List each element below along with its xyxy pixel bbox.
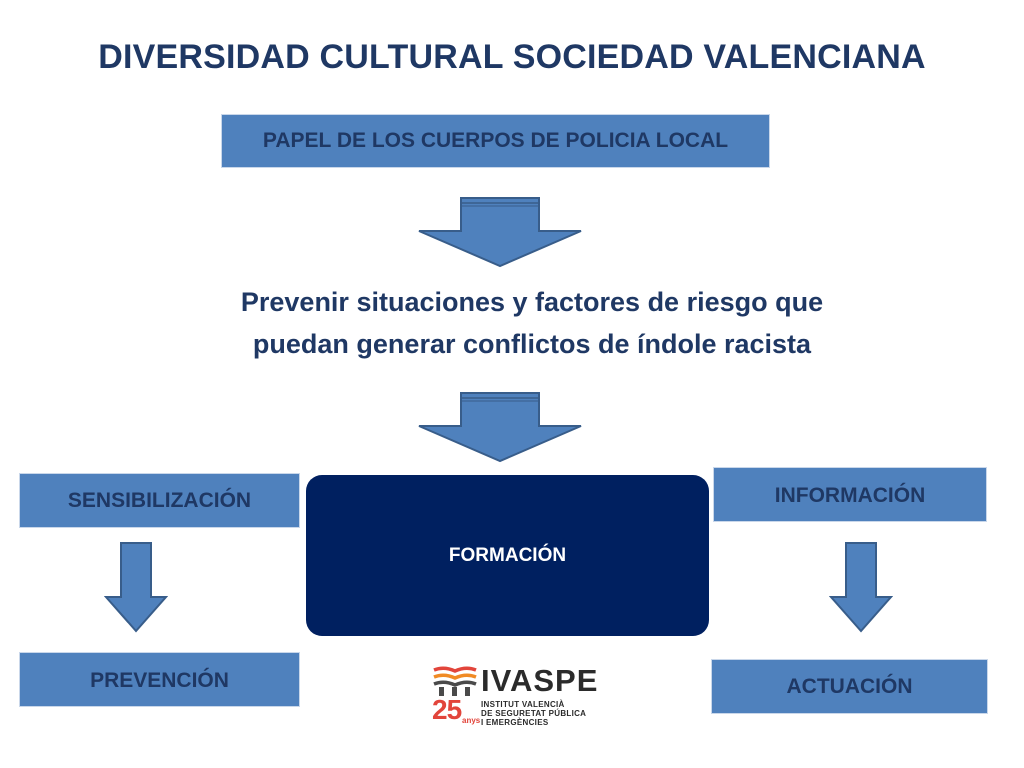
slide-title: DIVERSIDAD CULTURAL SOCIEDAD VALENCIANA — [98, 38, 926, 76]
police-role-label: PAPEL DE LOS CUERPOS DE POLICIA LOCAL — [262, 129, 729, 152]
police-role-box — [221, 114, 770, 168]
anniversary-mark — [432, 694, 481, 728]
anniversary-number: 25 — [432, 694, 462, 725]
training-box — [306, 475, 709, 636]
sensitization-label: SENSIBILIZACIÓN — [67, 488, 252, 512]
logo-line-1: INSTITUT VALENCIÀ — [481, 700, 565, 709]
goal-line-2: puedan generar conflictos de índole racista — [252, 329, 812, 359]
down-arrow-icon — [417, 196, 583, 268]
action-box — [711, 659, 988, 714]
logo-line-2: DE SEGURETAT PÚBLICA — [481, 709, 587, 718]
ivaspe-logo — [432, 664, 622, 728]
information-box — [713, 467, 987, 522]
information-label: INFORMACIÓN — [774, 484, 926, 507]
action-label: ACTUACIÓN — [786, 674, 913, 698]
down-arrow-icon — [104, 541, 168, 633]
down-arrow-icon — [417, 391, 583, 463]
prevention-box — [19, 652, 300, 707]
anniversary-word: anys — [462, 716, 481, 725]
training-label: FORMACIÓN — [448, 544, 567, 566]
goal-statement — [0, 281, 1024, 365]
logo-line-3: I EMERGÈNCIES — [481, 718, 549, 727]
goal-line-1: Prevenir situaciones y factores de riesgo que — [240, 287, 824, 317]
prevention-label: PREVENCIÓN — [90, 669, 229, 692]
down-arrow-icon — [829, 541, 893, 633]
logo-name: IVASPE — [481, 663, 599, 698]
sensitization-box — [19, 473, 300, 528]
